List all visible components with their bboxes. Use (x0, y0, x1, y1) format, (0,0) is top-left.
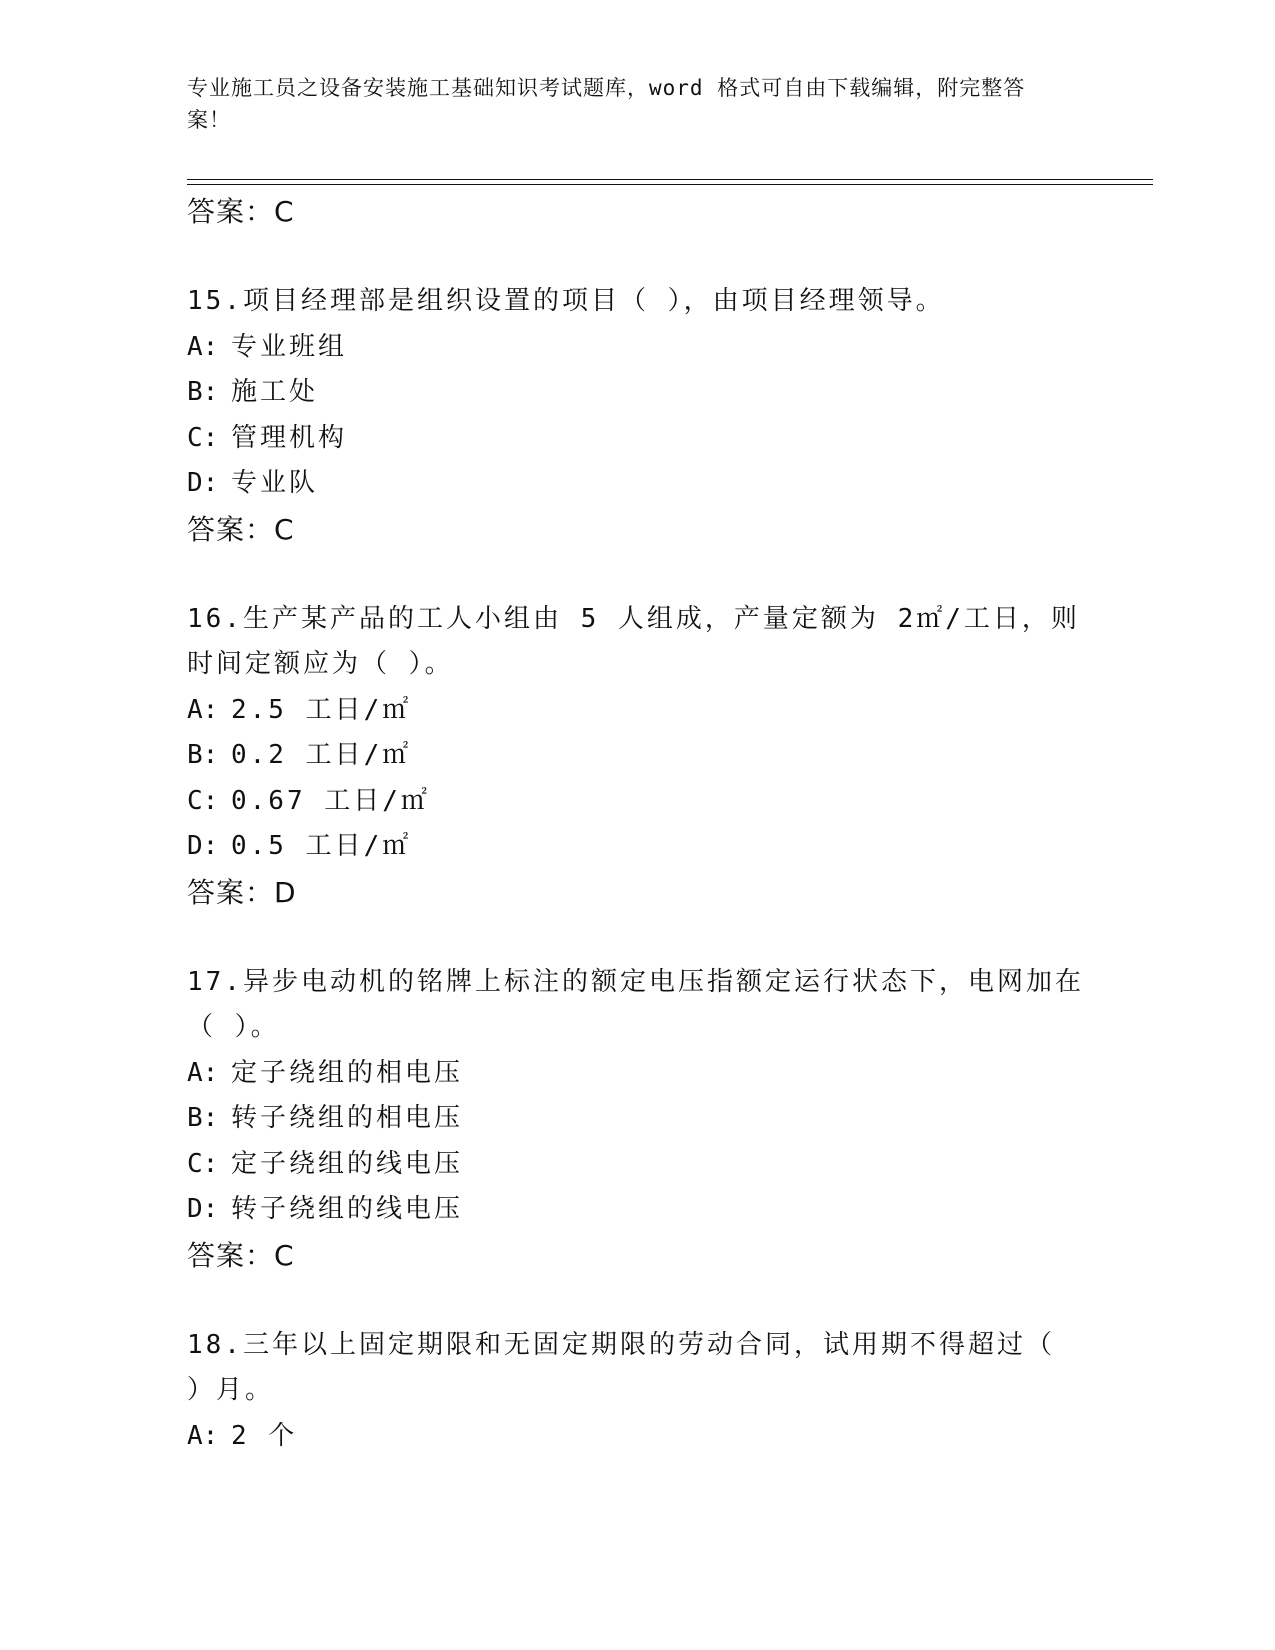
question-stem: 16.生产某产品的工人小组由 5 人组成，产量定额为 2㎡/工日，则时间定额应为（ ）。 (187, 603, 1080, 679)
option-text: 定子绕组的相电压 (231, 1057, 464, 1088)
option-text: 2 个 (231, 1420, 298, 1451)
option-key: B: (187, 1103, 219, 1133)
question-stem: 15.项目经理部是组织设置的项目（ ），由项目经理领导。 (187, 286, 945, 316)
question-17 (187, 960, 1087, 1278)
question-stem: 18.三年以上固定期限和无固定期限的劳动合同，试用期不得超过（ ）月。 (187, 1329, 1055, 1405)
option-text: 2.5 工日/㎡ (231, 694, 412, 725)
option-text: 0.67 工日/㎡ (231, 785, 430, 816)
answer-line-14: 答案：C (187, 195, 295, 228)
option-b (187, 733, 1087, 779)
option-d (187, 461, 1087, 507)
option-text: 定子绕组的线电压 (231, 1148, 464, 1179)
option-b (187, 1096, 1087, 1142)
option-key: A: (187, 694, 219, 725)
option-text: 转子绕组的线电压 (231, 1194, 464, 1224)
option-text: 专业队 (231, 468, 319, 498)
option-c (187, 779, 1087, 825)
question-stem: 17.异步电动机的铭牌上标注的额定电压指额定运行状态下，电网加在（ ）。 (187, 966, 1084, 1042)
option-text: 专业班组 (231, 331, 348, 362)
question-18 (187, 1323, 1087, 1460)
option-key: B: (187, 377, 219, 407)
option-d (187, 1187, 1087, 1233)
question-15 (187, 279, 1087, 552)
option-a (187, 1414, 1087, 1460)
question-list (187, 185, 1087, 1459)
document-header: 专业施工员之设备安装施工基础知识考试题库，word 格式可自由下载编辑，附完整答案！ (187, 76, 1026, 132)
option-b (187, 370, 1087, 416)
option-key: A: (187, 1057, 219, 1088)
answer-line: 答案：C (187, 1238, 295, 1272)
option-c (187, 1142, 1087, 1188)
option-key: A: (187, 1420, 219, 1451)
option-text: 转子绕组的相电压 (231, 1103, 464, 1133)
option-key: D: (187, 1194, 219, 1224)
option-text: 施工处 (231, 377, 319, 407)
option-a (187, 1051, 1087, 1097)
option-key: D: (187, 468, 219, 498)
option-key: C: (187, 422, 219, 453)
option-a (187, 325, 1087, 371)
option-key: D: (187, 831, 219, 861)
answer-line: 答案：D (187, 875, 297, 909)
option-key: C: (187, 1148, 219, 1179)
answer-line: 答案：C (187, 512, 295, 546)
option-d (187, 824, 1087, 870)
option-text: 管理机构 (231, 422, 348, 453)
option-text: 0.5 工日/㎡ (231, 831, 412, 861)
option-key: C: (187, 785, 219, 816)
option-key: B: (187, 740, 219, 770)
option-text: 0.2 工日/㎡ (231, 740, 412, 770)
question-16 (187, 597, 1087, 915)
option-c (187, 416, 1087, 462)
option-key: A: (187, 331, 219, 362)
option-a (187, 688, 1087, 734)
header-rule-top (187, 179, 1153, 180)
